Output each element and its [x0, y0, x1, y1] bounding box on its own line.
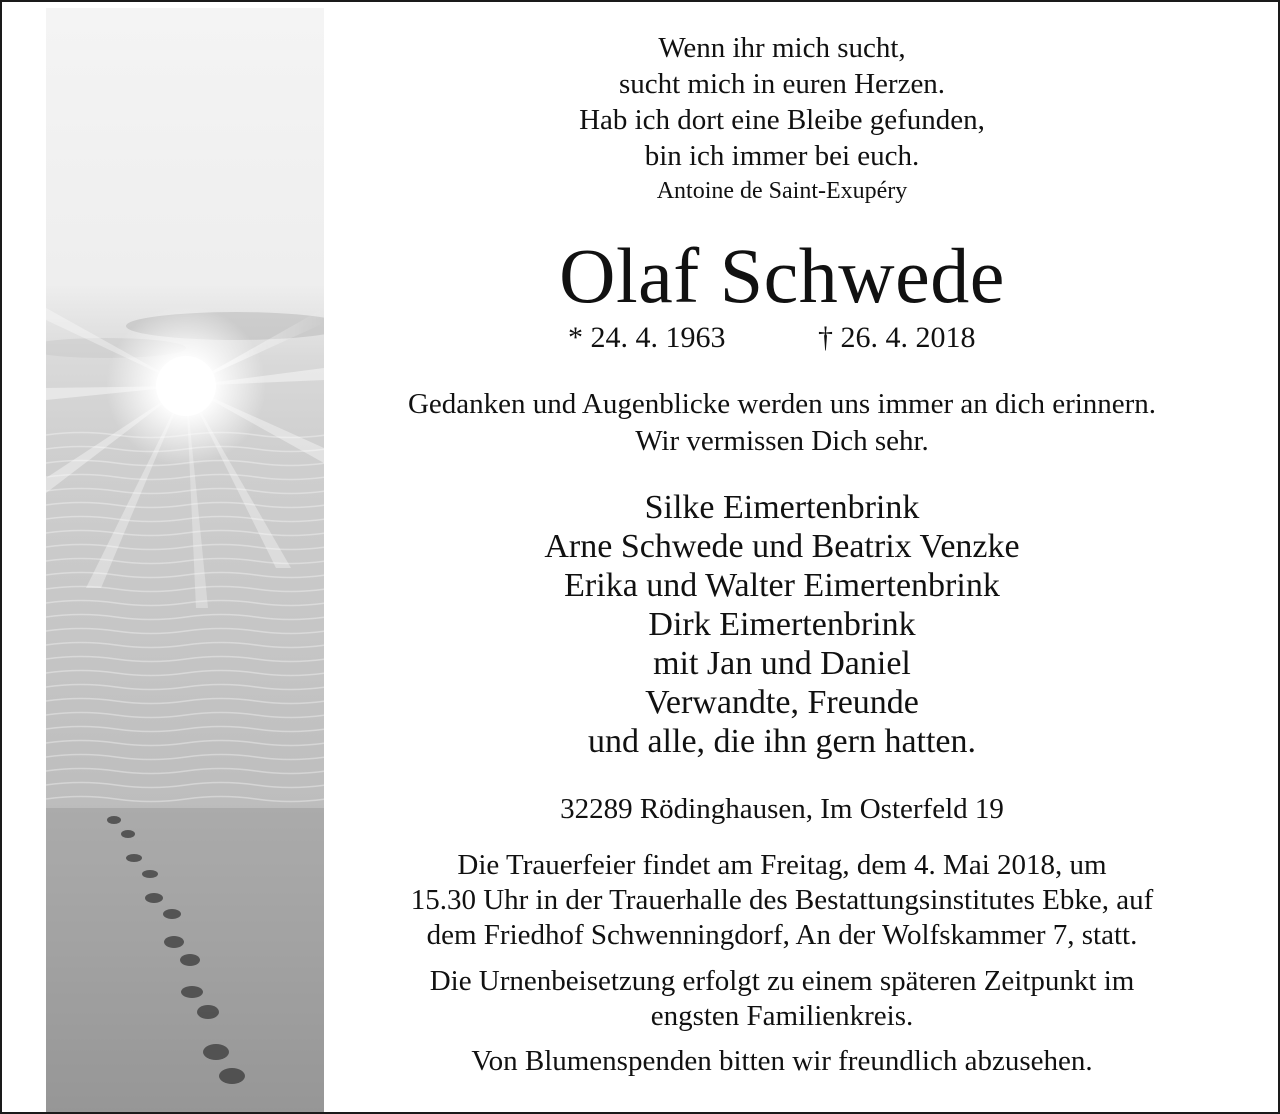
mourner-line: Arne Schwede und Beatrix Venzke: [544, 528, 1020, 565]
family-address: 32289 Rödinghausen, Im Osterfeld 19: [560, 793, 1004, 825]
death-date: † 26. 4. 2018: [818, 321, 976, 354]
obituary-text: [332, 2, 1232, 1112]
urn-burial-info: [332, 964, 1232, 1034]
ceremony-line: dem Friedhof Schwenningdorf, An der Wolfskammer 7, statt.: [426, 919, 1138, 951]
birth-date: * 24. 4. 1963: [568, 321, 726, 354]
poem-line: Hab ich dort eine Bleibe gefunden,: [579, 104, 985, 136]
deceased-name: Olaf Schwede: [559, 232, 1005, 319]
memory-line: Wir vermissen Dich sehr.: [635, 425, 929, 457]
poem-line: Wenn ihr mich sucht,: [658, 32, 906, 64]
mourner-line: Dirk Eimertenbrink: [648, 606, 916, 643]
flowers-note: Von Blumenspenden bitten wir freundlich abzusehen.: [471, 1045, 1093, 1077]
memory-text: [332, 386, 1232, 460]
mourner-line: Erika und Walter Eimertenbrink: [564, 567, 1000, 604]
poem-line: bin ich immer bei euch.: [644, 140, 920, 172]
ceremony-line: 15.30 Uhr in der Trauerhalle des Bestattungsinstitutes Ebke, auf: [410, 884, 1154, 916]
funeral-ceremony-info: [332, 848, 1232, 953]
poem-line: sucht mich in euren Herzen.: [618, 68, 946, 100]
urn-line: engsten Familienkreis.: [650, 1000, 914, 1032]
mourners-list: [332, 488, 1232, 761]
mourner-line: mit Jan und Daniel: [653, 645, 911, 682]
mourner-line: und alle, die ihn gern hatten.: [587, 723, 977, 760]
urn-line: Die Urnenbeisetzung erfolgt zu einem späteren Zeitpunkt im: [429, 965, 1135, 997]
beach-sunrise-footprints-image: [46, 8, 324, 1112]
poem-author: Antoine de Saint-Exupéry: [656, 178, 908, 204]
mourner-line: Verwandte, Freunde: [645, 684, 919, 721]
poem-quote: [332, 30, 1232, 208]
mourner-line: Silke Eimertenbrink: [644, 489, 920, 526]
ceremony-line: Die Trauerfeier findet am Freitag, dem 4. Mai 2018, um: [457, 849, 1107, 881]
memory-line: Gedanken und Augenblicke werden uns immer an dich erinnern.: [407, 388, 1157, 420]
